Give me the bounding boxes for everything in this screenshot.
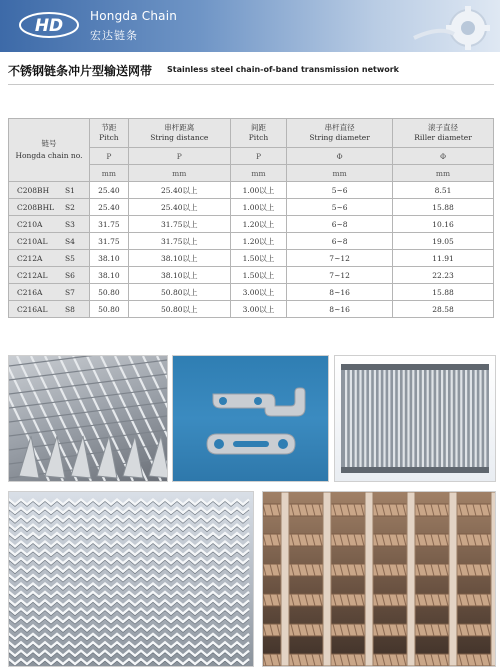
string-diameter-cell: 6~8 — [287, 216, 393, 233]
string-diameter-cell: 5~6 — [287, 199, 393, 216]
chain-series: S5 — [65, 253, 75, 263]
string-distance-cell: 50.80以上 — [128, 301, 230, 318]
spacing-cell: 3.00以上 — [230, 301, 286, 318]
spacing-cell: 1.00以上 — [230, 199, 286, 216]
header-chain-no — [9, 119, 90, 182]
chain-code: C210AL — [17, 236, 48, 246]
spacing-cell: 3.00以上 — [230, 284, 286, 301]
table-row — [9, 267, 494, 284]
photo-punched-plates-drawing — [173, 356, 328, 481]
page-title-row — [8, 62, 494, 80]
table-row — [9, 233, 494, 250]
header-pitch — [90, 119, 129, 148]
chain-series: S8 — [65, 304, 75, 314]
table-row — [9, 199, 494, 216]
unit-cell: mm — [393, 165, 494, 182]
logo-text: HD — [34, 16, 64, 36]
chain-code: C208BHL — [17, 202, 55, 212]
string-distance-cell: 38.10以上 — [128, 250, 230, 267]
page-title-en: Stainless steel chain-of-band transmission network — [167, 65, 399, 74]
spacing-cell: 1.20以上 — [230, 233, 286, 250]
spacing-cell: 1.50以上 — [230, 267, 286, 284]
header-spacing — [230, 119, 286, 148]
chain-series: S1 — [65, 185, 75, 195]
table-row — [9, 301, 494, 318]
photo-punched-plates — [172, 355, 329, 482]
roller-diameter-cell: 22.23 — [393, 267, 494, 284]
symbol-cell: P — [128, 148, 230, 165]
roller-diameter-cell: 10.16 — [393, 216, 494, 233]
string-distance-cell: 38.10以上 — [128, 267, 230, 284]
chain-no-cell — [9, 267, 90, 284]
chain-code: C212AL — [17, 270, 48, 280]
unit-cell: mm — [90, 165, 129, 182]
photo-mesh-belt-overview — [8, 491, 254, 667]
symbol-cell: P — [90, 148, 129, 165]
string-diameter-cell: 8~16 — [287, 301, 393, 318]
chain-no-cell — [9, 216, 90, 233]
header-string-diameter — [287, 119, 393, 148]
chain-code: C208BH — [17, 185, 50, 195]
chain-no-cell — [9, 284, 90, 301]
chain-series: S7 — [65, 287, 75, 297]
roller-diameter-cell: 19.05 — [393, 233, 494, 250]
string-diameter-cell: 6~8 — [287, 233, 393, 250]
chain-series: S2 — [65, 202, 75, 212]
string-distance-cell: 31.75以上 — [128, 233, 230, 250]
string-distance-cell: 25.40以上 — [128, 199, 230, 216]
photo-mesh-detail — [262, 491, 496, 667]
chain-no-cell — [9, 301, 90, 318]
symbol-cell: P — [230, 148, 286, 165]
header-chain-no-cn: 链号 — [41, 139, 57, 148]
header-chain-no-en: Hongda chain no. — [15, 151, 83, 160]
table-row — [9, 182, 494, 199]
title-divider — [8, 84, 494, 85]
page-title-cn: 不锈钢链条冲片型输送网带 — [8, 64, 153, 78]
table-row — [9, 250, 494, 267]
header-pitch-en: Pitch — [99, 133, 119, 142]
header-roller-diameter — [393, 119, 494, 148]
pitch-cell: 50.80 — [90, 284, 129, 301]
header-string-diameter-en: String diameter — [309, 133, 370, 142]
string-diameter-cell: 5~6 — [287, 182, 393, 199]
symbol-cell: Φ — [287, 148, 393, 165]
photo-chain-mesh-closeup-drawing — [9, 356, 167, 481]
spacing-cell: 1.20以上 — [230, 216, 286, 233]
header-string-distance-cn: 串杆距离 — [164, 123, 195, 132]
photo-chain-mesh-closeup — [8, 355, 168, 482]
header-roller-diameter-cn: 滚子直径 — [428, 123, 459, 132]
table-header-row — [9, 119, 494, 148]
chain-series: S4 — [65, 236, 75, 246]
table-row — [9, 284, 494, 301]
pitch-cell: 50.80 — [90, 301, 129, 318]
chain-code: C216A — [17, 287, 43, 297]
pitch-cell: 38.10 — [90, 267, 129, 284]
symbol-cell: Φ — [393, 148, 494, 165]
gear-chain-icon — [410, 4, 496, 50]
roller-diameter-cell: 15.88 — [393, 199, 494, 216]
header-spacing-en: Pitch — [248, 133, 269, 142]
header-string-diameter-cn: 串杆直径 — [324, 123, 355, 132]
table-body — [9, 182, 494, 318]
spacing-cell: 1.50以上 — [230, 250, 286, 267]
photo-mesh-belt-side — [334, 355, 496, 482]
chain-code: C212A — [17, 253, 43, 263]
brand-name-en: Hongda Chain — [90, 9, 178, 23]
header-banner — [0, 0, 500, 52]
roller-diameter-cell: 15.88 — [393, 284, 494, 301]
spec-table — [8, 118, 494, 318]
header-string-distance — [128, 119, 230, 148]
header-roller-diameter-en: Riller diameter — [414, 133, 472, 142]
pitch-cell: 31.75 — [90, 216, 129, 233]
table-row — [9, 216, 494, 233]
pitch-cell: 25.40 — [90, 182, 129, 199]
chain-no-cell — [9, 250, 90, 267]
chain-no-cell — [9, 233, 90, 250]
string-diameter-cell: 7~12 — [287, 250, 393, 267]
chain-series: S6 — [65, 270, 75, 280]
chain-no-cell — [9, 199, 90, 216]
unit-cell: mm — [287, 165, 393, 182]
photo-mesh-belt-overview-drawing — [9, 492, 253, 666]
chain-no-cell — [9, 182, 90, 199]
spacing-cell: 1.00以上 — [230, 182, 286, 199]
chain-code: C216AL — [17, 304, 48, 314]
photo-mesh-detail-drawing — [263, 492, 495, 666]
chain-code: C210A — [17, 219, 43, 229]
photo-mesh-belt-side-drawing — [335, 356, 495, 481]
unit-cell: mm — [128, 165, 230, 182]
brand-name-cn: 宏达链条 — [90, 29, 138, 42]
pitch-cell: 38.10 — [90, 250, 129, 267]
header-spacing-cn: 间距 — [250, 123, 266, 132]
string-diameter-cell: 7~12 — [287, 267, 393, 284]
chain-series: S3 — [65, 219, 75, 229]
header-string-distance-en: String distance — [150, 133, 209, 142]
string-distance-cell: 50.80以上 — [128, 284, 230, 301]
string-distance-cell: 31.75以上 — [128, 216, 230, 233]
hongda-logo — [18, 10, 80, 40]
pitch-cell: 31.75 — [90, 233, 129, 250]
string-distance-cell: 25.40以上 — [128, 182, 230, 199]
roller-diameter-cell: 11.91 — [393, 250, 494, 267]
unit-cell: mm — [230, 165, 286, 182]
header-pitch-cn: 节距 — [101, 123, 117, 132]
roller-diameter-cell: 8.51 — [393, 182, 494, 199]
roller-diameter-cell: 28.58 — [393, 301, 494, 318]
string-diameter-cell: 8~16 — [287, 284, 393, 301]
pitch-cell: 25.40 — [90, 199, 129, 216]
